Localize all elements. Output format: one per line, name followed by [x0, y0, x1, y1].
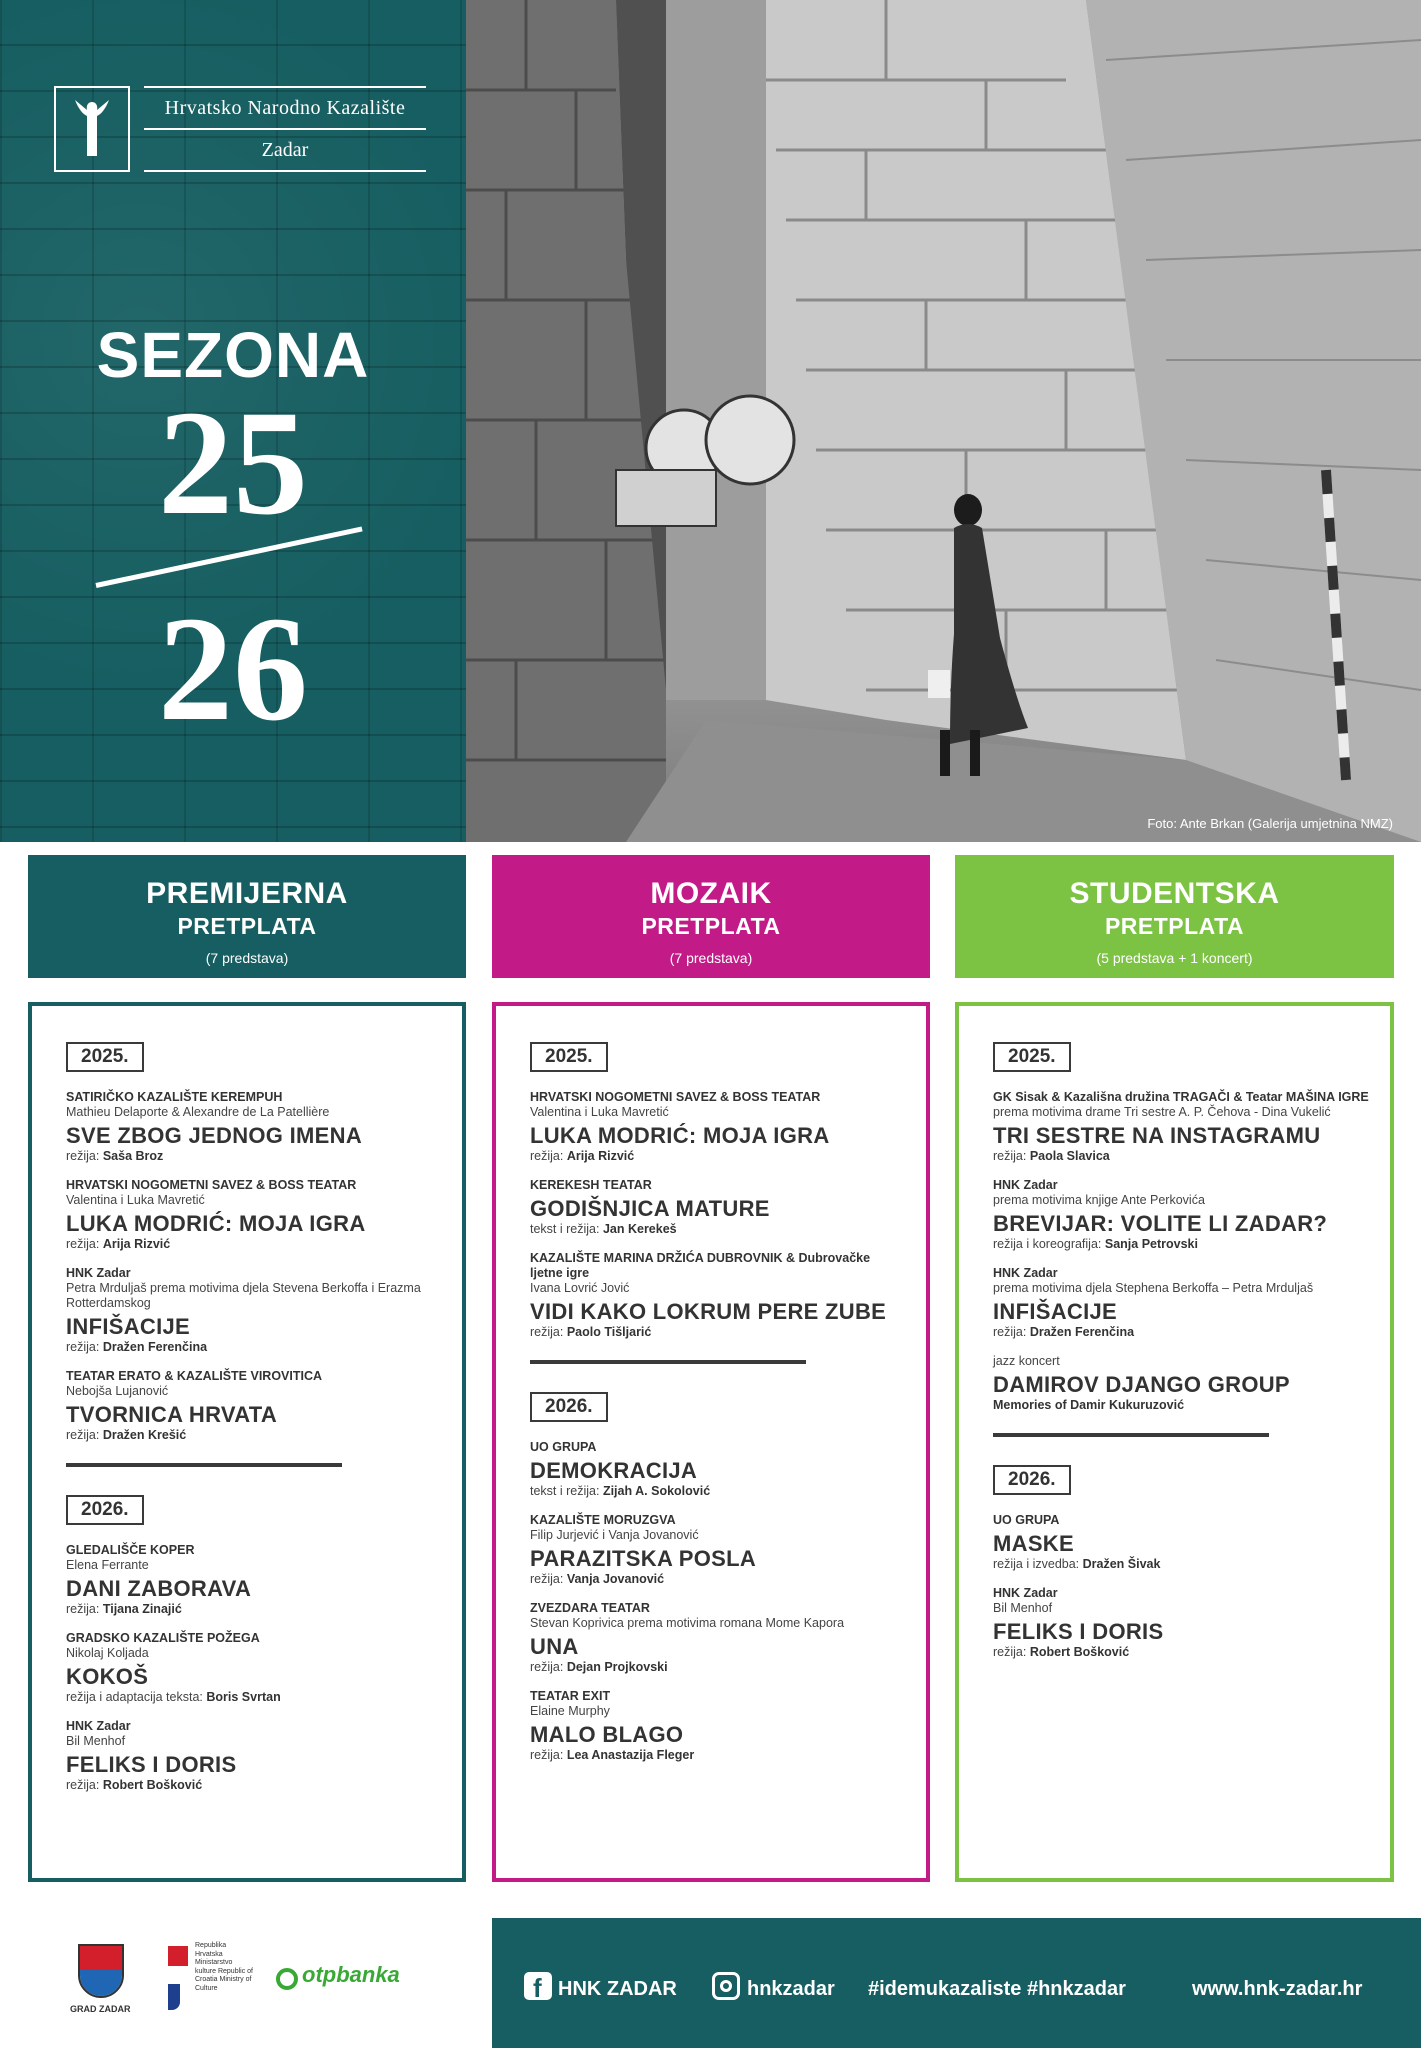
authors: Ivana Lovrić Jović — [530, 1281, 630, 1295]
year-label: 2025. — [530, 1042, 608, 1072]
credit-person: Tijana Zinajić — [102, 1602, 182, 1616]
zadar-crest-icon[interactable] — [78, 1944, 124, 1998]
show-title: PARAZITSKA POSLA — [530, 1546, 757, 1571]
credit-role: tekst i režija: — [530, 1222, 600, 1236]
company-name: HNK Zadar — [993, 1178, 1058, 1192]
authors: Valentina i Luka Mavretić — [530, 1105, 669, 1119]
credit-role: režija: — [993, 1149, 1027, 1163]
credits — [993, 1237, 1370, 1252]
header-title: MOZAIK — [650, 877, 772, 910]
credit-person: Dejan Projkovski — [566, 1660, 668, 1674]
program-list — [993, 1090, 1370, 1413]
credit-person: Lea Anastazija Fleger — [566, 1748, 695, 1762]
company-name: UO GRUPA — [993, 1513, 1060, 1527]
company-name: TEATAR EXIT — [530, 1689, 611, 1703]
credit-person: Robert Bošković — [1029, 1645, 1130, 1659]
credit-person: Paola Slavica — [1029, 1149, 1110, 1163]
company-name: HNK Zadar — [66, 1719, 131, 1733]
authors: prema motivima drame Tri sestre A. P. Čehova - Dina Vukelić — [993, 1105, 1331, 1119]
ministry-label: Republika Hrvatska Ministarstvo kulture Republic of Croatia Ministry of Culture — [195, 1942, 253, 1992]
credits — [530, 1660, 906, 1675]
credit-role: režija: — [530, 1325, 564, 1339]
show-title: FELIKS I DORIS — [993, 1619, 1164, 1644]
credit-person: Arija Rizvić — [102, 1237, 171, 1251]
company-name: HRVATSKI NOGOMETNI SAVEZ & BOSS TEATAR — [66, 1178, 357, 1192]
show-title: UNA — [530, 1634, 579, 1659]
authors: prema motivima knjige Ante Perkovića — [993, 1193, 1205, 1207]
show-title: DEMOKRACIJA — [530, 1458, 698, 1483]
photo-credit: Foto: Ante Brkan (Galerija umjetnina NMZ) — [1147, 816, 1393, 831]
theatre-logo[interactable] — [54, 86, 424, 174]
facebook-link[interactable]: HNK ZADAR — [558, 1978, 677, 2000]
credits — [993, 1149, 1370, 1164]
credit-role: režija: — [530, 1660, 564, 1674]
show-title: VIDI KAKO LOKRUM PERE ZUBE — [530, 1299, 887, 1324]
program-entry — [66, 1631, 442, 1705]
credit-role: režija i adaptacija teksta: — [66, 1690, 203, 1704]
credit-role: režija: — [66, 1149, 100, 1163]
season-year-end: 26 — [158, 586, 308, 752]
credit-person: Sanja Petrovski — [1104, 1237, 1198, 1251]
year-label: 2025. — [993, 1042, 1071, 1072]
divider — [66, 1463, 342, 1467]
hero-photo — [466, 0, 1421, 842]
program-entry — [530, 1689, 906, 1763]
show-title: LUKA MODRIĆ: MOJA IGRA — [66, 1211, 366, 1236]
credits — [993, 1645, 1370, 1660]
company-name: GK Sisak & Kazališna družina TRAGAČI & Teatar MAŠINA IGRE — [993, 1090, 1369, 1104]
show-title: DAMIROV DJANGO GROUP — [993, 1372, 1290, 1397]
credits — [993, 1398, 1370, 1413]
credit-role: režija i izvedba: — [993, 1557, 1080, 1571]
credit-role: režija: — [993, 1325, 1027, 1339]
authors: Elaine Murphy — [530, 1704, 610, 1718]
program-entry — [66, 1090, 442, 1164]
credits — [530, 1325, 906, 1340]
column-mozaik — [492, 1002, 930, 1882]
year-label: 2026. — [66, 1495, 144, 1525]
company-name: HNK Zadar — [993, 1266, 1058, 1280]
hashtags: #idemukazaliste #hnkzadar — [868, 1978, 1126, 2000]
company-name: TEATAR ERATO & KAZALIŠTE VIROVITICA — [66, 1369, 323, 1383]
credit-person: Arija Rizvić — [566, 1149, 635, 1163]
year-label: 2025. — [66, 1042, 144, 1072]
company-name: KEREKESH TEATAR — [530, 1178, 652, 1192]
credit-person: Saša Broz — [102, 1149, 164, 1163]
credit-person: Robert Bošković — [102, 1778, 203, 1792]
season-label: SEZONA — [96, 319, 370, 391]
credit-role: režija: — [530, 1748, 564, 1762]
credit-role: režija i koreografija: — [993, 1237, 1102, 1251]
credits — [530, 1149, 906, 1164]
divider — [993, 1433, 1269, 1437]
company-name: SATIRIČKO KAZALIŠTE KEREMPUH — [66, 1090, 283, 1104]
show-title: TRI SESTRE NA INSTAGRAMU — [993, 1123, 1321, 1148]
credit-person: Vanja Jovanović — [566, 1572, 665, 1586]
program-entry — [66, 1719, 442, 1793]
credits — [66, 1690, 442, 1705]
program-entry — [530, 1440, 906, 1499]
instagram-icon[interactable] — [712, 1972, 740, 2000]
company-name: GLEDALIŠČE KOPER — [66, 1543, 195, 1557]
program-entry — [993, 1178, 1370, 1252]
credit-role: režija: — [66, 1428, 100, 1442]
bank-logo[interactable] — [276, 1962, 400, 1988]
divider — [530, 1360, 806, 1364]
credits — [66, 1237, 442, 1252]
footer-bar — [492, 1918, 1421, 2048]
website-link[interactable]: www.hnk-zadar.hr — [1192, 1978, 1363, 2000]
program-entry — [66, 1543, 442, 1617]
credits — [993, 1325, 1370, 1340]
header-title: PREMIJERNA — [146, 877, 348, 910]
credit-person: Paolo Tišljarić — [566, 1325, 652, 1339]
credits — [66, 1149, 442, 1164]
program-list — [66, 1543, 442, 1793]
header-note: (7 predstava) — [669, 950, 753, 966]
program-entry — [993, 1586, 1370, 1660]
program-entry — [530, 1090, 906, 1164]
program-list — [993, 1513, 1370, 1660]
authors: Nebojša Lujanović — [66, 1384, 169, 1398]
credit-person: Boris Svrtan — [206, 1690, 281, 1704]
credits — [993, 1557, 1370, 1572]
column-studentska — [955, 1002, 1394, 1882]
company-name: ZVEZDARA TEATAR — [530, 1601, 650, 1615]
show-title: SVE ZBOG JEDNOG IMENA — [66, 1123, 363, 1148]
bank-label: otpbanka — [302, 1962, 400, 1987]
company-name: HNK Zadar — [66, 1266, 131, 1280]
credit-role: režija: — [66, 1237, 100, 1251]
show-title: KOKOŠ — [66, 1664, 149, 1689]
credits — [530, 1222, 906, 1237]
header-subtitle: PRETPLATA — [177, 913, 317, 939]
show-title: LUKA MODRIĆ: MOJA IGRA — [530, 1123, 830, 1148]
program-list — [66, 1090, 442, 1443]
credit-role: režija: — [530, 1572, 564, 1586]
column-premijerna — [28, 1002, 466, 1882]
instagram-link[interactable]: hnkzadar — [747, 1978, 835, 2000]
header-mozaik — [492, 855, 930, 978]
authors: Mathieu Delaporte & Alexandre de La Patellière — [66, 1105, 330, 1119]
season-year-start: 25 — [158, 380, 308, 546]
show-title: TVORNICA HRVATA — [66, 1402, 278, 1427]
header-note: (7 predstava) — [205, 950, 289, 966]
program-entry — [66, 1266, 442, 1355]
credit-role: režija: — [993, 1645, 1027, 1659]
program-entry — [530, 1601, 906, 1675]
show-title: DANI ZABORAVA — [66, 1576, 252, 1601]
credit-role: režija: — [66, 1778, 100, 1792]
credit-person: Dražen Krešić — [102, 1428, 187, 1442]
company-name: HRVATSKI NOGOMETNI SAVEZ & BOSS TEATAR — [530, 1090, 821, 1104]
credit-role: režija: — [530, 1149, 564, 1163]
credits — [530, 1748, 906, 1763]
logo-city: Zadar — [144, 130, 426, 172]
authors: Nikolaj Koljada — [66, 1646, 149, 1660]
program-entry — [66, 1178, 442, 1252]
company-name: UO GRUPA — [530, 1440, 597, 1454]
teal-panel — [0, 0, 466, 842]
year-label: 2026. — [993, 1465, 1071, 1495]
company-name: GRADSKO KAZALIŠTE POŽEGA — [66, 1631, 260, 1645]
hero — [0, 0, 1421, 842]
ministry-logo-icon[interactable] — [168, 1946, 188, 2018]
header-subtitle: PRETPLATA — [1104, 913, 1245, 939]
credit-person: Memories of Damir Kukuruzović — [993, 1398, 1185, 1412]
credits — [66, 1602, 442, 1617]
show-title: INFIŠACIJE — [993, 1299, 1118, 1324]
credit-person: Jan Kerekeš — [602, 1222, 677, 1236]
facebook-icon[interactable]: f — [524, 1972, 552, 2000]
program-entry — [993, 1513, 1370, 1572]
credit-role: režija: — [66, 1602, 100, 1616]
credit-role: tekst i režija: — [530, 1484, 600, 1498]
credits — [530, 1484, 906, 1499]
program-list — [530, 1090, 906, 1340]
program-entry — [993, 1354, 1370, 1413]
program-entry — [993, 1090, 1370, 1164]
authors: Elena Ferrante — [66, 1558, 149, 1572]
company-name: KAZALIŠTE MORUZGVA — [530, 1513, 676, 1527]
show-title: MASKE — [993, 1531, 1074, 1556]
program-entry — [530, 1251, 906, 1340]
city-label: GRAD ZADAR — [70, 2004, 131, 2014]
credit-person: Dražen Šivak — [1082, 1557, 1161, 1571]
sponsor-logos — [70, 1932, 450, 2022]
authors: Filip Jurjević i Vanja Jovanović — [530, 1528, 699, 1542]
authors: jazz koncert — [993, 1354, 1060, 1368]
company-name: KAZALIŠTE MARINA DRŽIĆA DUBROVNIK & Dubrovačke ljetne igre — [530, 1251, 871, 1280]
authors: Valentina i Luka Mavretić — [66, 1193, 205, 1207]
credits — [66, 1778, 442, 1793]
program-list — [530, 1440, 906, 1763]
year-label: 2026. — [530, 1392, 608, 1422]
credit-person: Dražen Ferenčina — [102, 1340, 208, 1354]
credits — [66, 1340, 442, 1355]
show-title: INFIŠACIJE — [66, 1314, 191, 1339]
authors: Stevan Koprivica prema motivima romana Mome Kapora — [530, 1616, 845, 1630]
authors: Bil Menhof — [993, 1601, 1053, 1615]
header-note: (5 predstava + 1 koncert) — [1096, 950, 1253, 966]
program-entry — [530, 1513, 906, 1587]
credits — [66, 1428, 442, 1443]
credit-person: Dražen Ferenčina — [1029, 1325, 1135, 1339]
logo-name: Hrvatsko Narodno Kazalište — [144, 86, 426, 130]
credit-role: režija: — [66, 1340, 100, 1354]
program-entry — [66, 1369, 442, 1443]
show-title: GODIŠNJICA MATURE — [530, 1196, 770, 1221]
show-title: BREVIJAR: VOLITE LI ZADAR? — [993, 1211, 1328, 1236]
show-title: FELIKS I DORIS — [66, 1752, 237, 1777]
credit-person: Zijah A. Sokolović — [602, 1484, 711, 1498]
authors: Petra Mrduljaš prema motivima djela Stevena Berkoffa i Erazma Rotterdamskog — [66, 1281, 421, 1310]
header-title: STUDENTSKA — [1069, 877, 1280, 910]
credits — [530, 1572, 906, 1587]
header-subtitle: PRETPLATA — [641, 913, 781, 939]
header-studentska — [955, 855, 1394, 978]
authors: prema motivima djela Stephena Berkoffa – Petra Mrduljaš — [993, 1281, 1314, 1295]
show-title: MALO BLAGO — [530, 1722, 684, 1747]
company-name: HNK Zadar — [993, 1586, 1058, 1600]
program-entry — [530, 1178, 906, 1237]
authors: Bil Menhof — [66, 1734, 126, 1748]
header-premijerna — [28, 855, 466, 978]
program-entry — [993, 1266, 1370, 1340]
angel-icon — [54, 86, 130, 172]
